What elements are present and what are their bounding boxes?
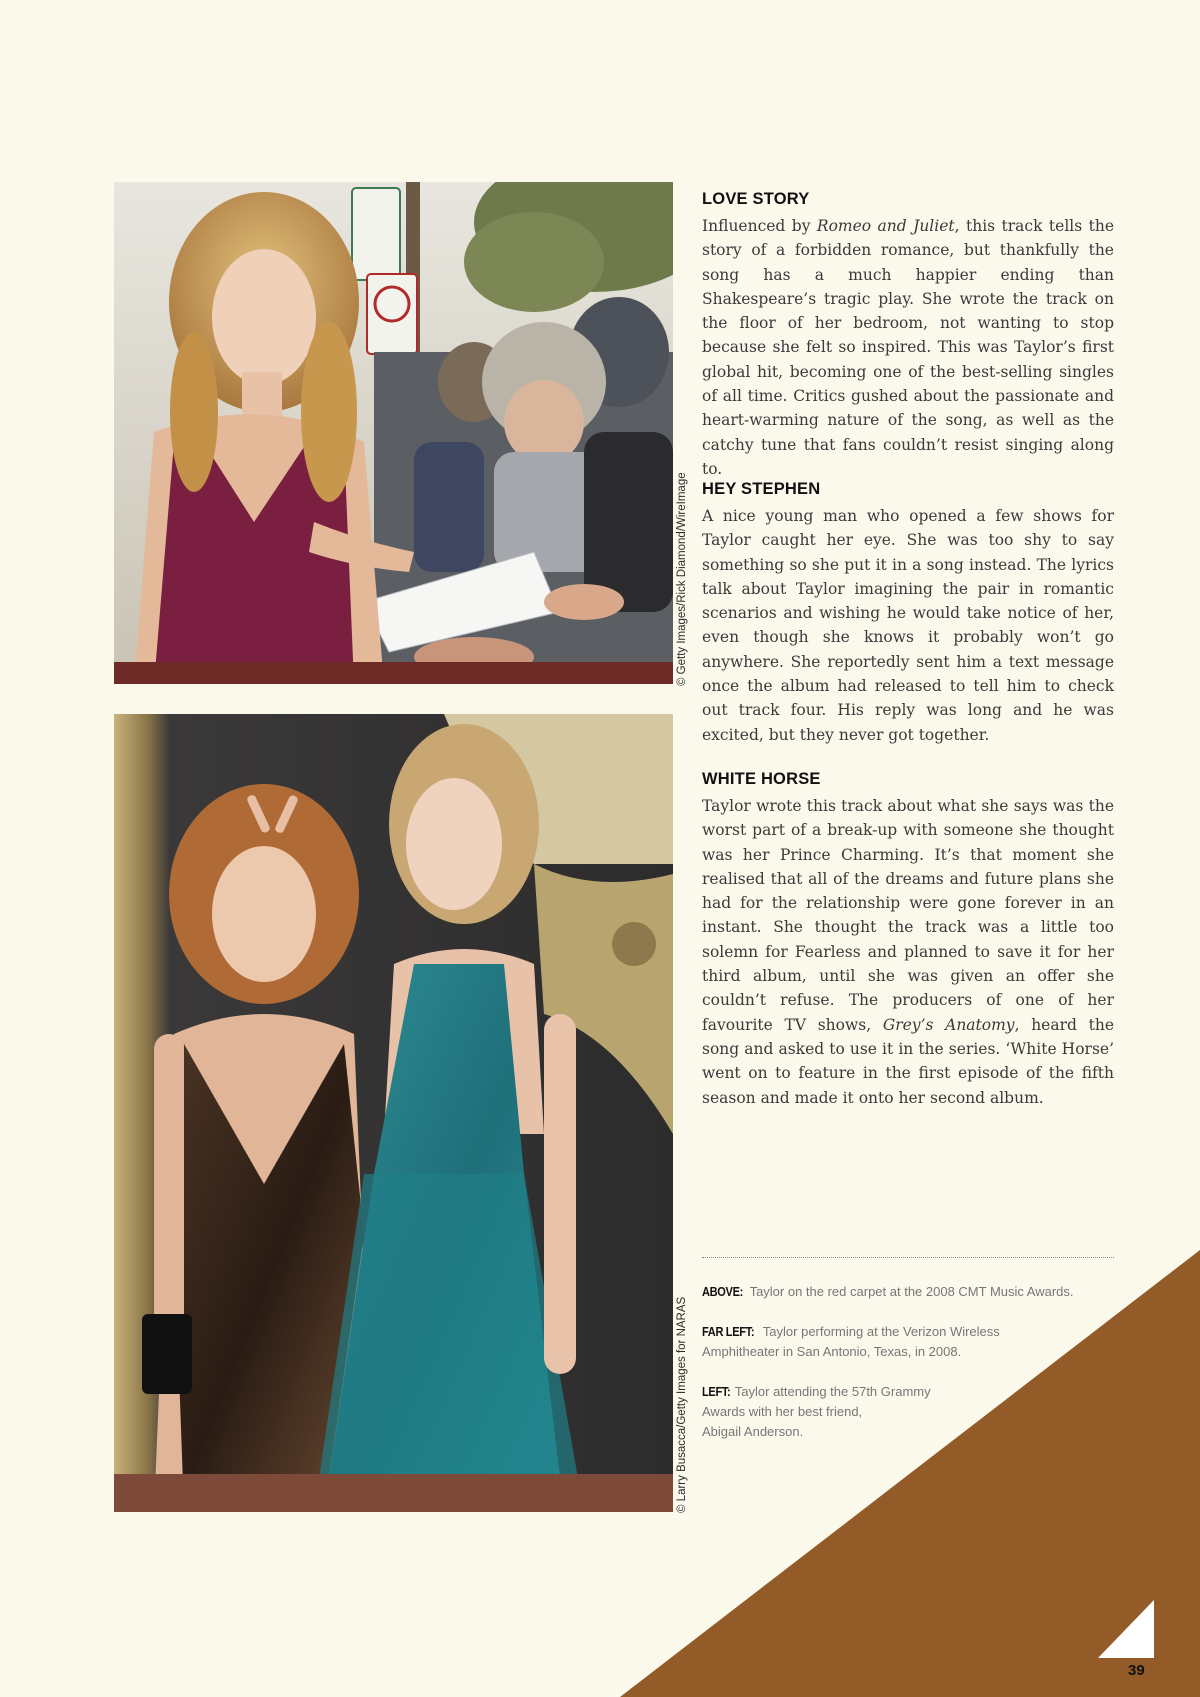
photo-credit-bottom: © Larry Busacca/Getty Images for NARAS [676,1296,688,1513]
photo-red-carpet-signing [114,182,673,684]
section-love-story [702,190,1114,481]
caption-above [702,1282,1122,1302]
caption-above-label: ABOVE: [702,1284,743,1299]
heading-hey-stephen: HEY STEPHEN [702,480,821,498]
body-love-story [702,214,1114,481]
page-number-badge [1098,1600,1154,1658]
page-number: 39 [1128,1662,1145,1679]
body-love-story-pre: Influenced by [702,217,817,235]
caption-left [702,1382,1122,1442]
body-love-story-post: , this track tells the story of a forbidden romance, but thankfully the song has a much happier ending than Shakespeare’s tragic play. She wrote the track on the floor of her bedroom, not wanting to stop because she felt so inspired. This was Taylor’s first global hit, becoming one of the best-selling singles of all time. Critics gushed about the passionate and heart-warming nature of the song, as well as the catchy tune that fans couldn’t resist singing along to. [702,217,1115,478]
heading-love-story: LOVE STORY [702,190,810,208]
caption-left-label: LEFT: [702,1384,731,1399]
caption-left-line2: Awards with her best friend, [702,1404,863,1419]
photo-grammy-friends [114,714,673,1512]
photo-credit-top: © Getty Images/Rick Diamond/WireImage [676,472,688,686]
caption-above-text: Taylor on the red carpet at the 2008 CMT Music Awards. [749,1284,1074,1299]
section-white-horse [702,770,1114,1110]
heading-white-horse: WHITE HORSE [702,770,821,788]
caption-far-left [702,1322,1122,1362]
caption-left-line1: Taylor attending the 57th Grammy [734,1384,931,1399]
caption-far-left-line2: Amphitheater in San Antonio, Texas, in 2008. [702,1344,962,1359]
body-white-horse [702,794,1114,1110]
caption-far-left-line1: Taylor performing at the Verizon Wireless [762,1324,1000,1339]
body-white-horse-pre: Taylor wrote this track about what she says was the worst part of a break-up with someone she thought was her Prince Charming. It’s that moment she realised that all of the dreams and future plans she had for the relationship were gone forever in an instant. She thought the track was a little too solemn for Fearless and planned to save it for her third album, until she was given an offer she couldn’t refuse. The producers of one of her favourite TV shows, [702,797,1114,1034]
photo-captions [702,1282,1122,1462]
body-hey-stephen: A nice young man who opened a few shows for Taylor caught her eye. She was too shy to say something so she put it in a song instead. The lyrics talk about Taylor imagining the pair in romantic scenarios and wishing he would take notice of her, even though she knows it probably won’t go anywhere. She reportedly sent him a text message once the album had released to tell him to check out track four. His reply was long and he was excited, but they never got together. [702,507,1114,744]
body-white-horse-post: , heard the song and asked to use it in the series. ‘White Horse’ went on to feature in the first episode of the fifth season and made it onto her second album. [702,1015,1114,1107]
caption-divider [702,1257,1114,1258]
body-white-horse-italic: Grey’s Anatomy [882,1015,1015,1034]
caption-left-line3: Abigail Anderson. [702,1424,804,1439]
body-love-story-italic: Romeo and Juliet [816,217,955,235]
section-hey-stephen [702,480,1114,747]
caption-far-left-label: FAR LEFT: [702,1324,755,1339]
